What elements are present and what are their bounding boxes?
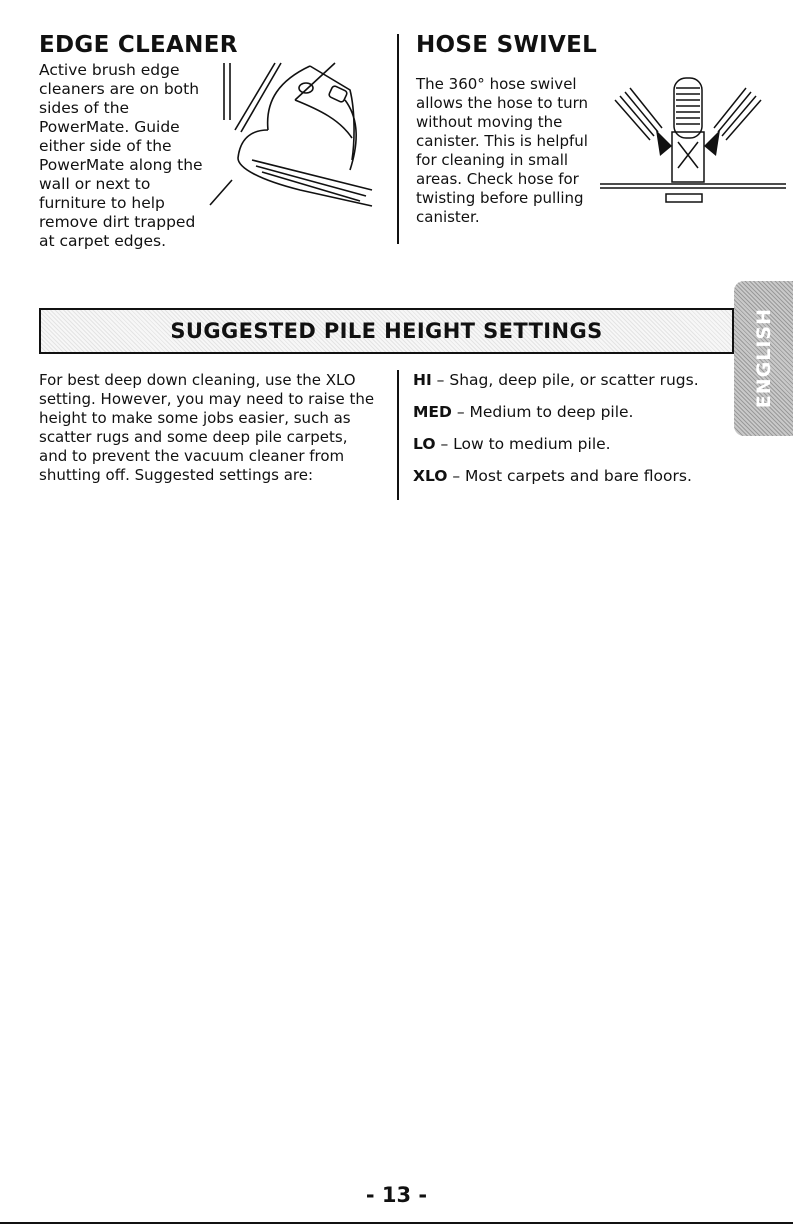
powermate-edge-illustration [190, 60, 390, 220]
banner-title: SUGGESTED PILE HEIGHT SETTINGS [170, 319, 603, 343]
text-line: and to prevent the vacuum cleaner from [39, 447, 345, 465]
setting-code: HI [413, 371, 432, 389]
text-line: cleaners are on both [39, 80, 200, 98]
setting-lo [413, 435, 611, 453]
column-divider-top [397, 34, 399, 244]
text-line: PowerMate. Guide [39, 118, 180, 136]
setting-desc: – Most carpets and bare floors. [447, 467, 692, 485]
text-line: for cleaning in small [416, 151, 569, 169]
text-line: allows the hose to turn [416, 94, 589, 112]
setting-code: XLO [413, 467, 448, 485]
text-line: at carpet edges. [39, 232, 167, 250]
text-line: twisting before pulling [416, 189, 584, 207]
text-line: without moving the [416, 113, 563, 131]
column-divider-bottom [397, 370, 399, 500]
page-number: - 13 - [365, 1183, 428, 1207]
text-line: canister. [416, 208, 480, 226]
hose-swivel-illustration [600, 70, 788, 215]
text-line: wall or next to [39, 175, 151, 193]
text-line: PowerMate along the [39, 156, 203, 174]
text-line: furniture to help [39, 194, 165, 212]
setting-med [413, 403, 633, 421]
bottom-rule [0, 1222, 793, 1224]
pile-settings-intro [39, 371, 384, 485]
arrow-left-icon [656, 130, 672, 156]
text-line: either side of the [39, 137, 172, 155]
language-tab-label: ENGLISH [752, 308, 775, 409]
text-line: For best deep down cleaning, use the XLO [39, 371, 356, 389]
setting-desc: – Shag, deep pile, or scatter rugs. [431, 371, 699, 389]
text-line: areas. Check hose for [416, 170, 579, 188]
pile-height-banner [39, 308, 734, 354]
text-line: Active brush edge [39, 61, 180, 79]
text-line: setting. However, you may need to raise the [39, 390, 375, 408]
hose-swivel-text [416, 75, 626, 227]
setting-code: MED [413, 403, 452, 421]
text-line: canister. This is helpful [416, 132, 588, 150]
text-line: sides of the [39, 99, 130, 117]
arrow-right-icon [704, 130, 720, 156]
hose-swivel-heading: HOSE SWIVEL [416, 32, 598, 58]
setting-desc: – Low to medium pile. [435, 435, 611, 453]
language-tab [734, 281, 793, 436]
setting-hi [413, 371, 699, 389]
setting-xlo [413, 467, 692, 485]
text-line: height to make some jobs easier, such as [39, 409, 351, 427]
text-line: scatter rugs and some deep pile carpets, [39, 428, 348, 446]
text-line: shutting off. Suggested settings are: [39, 466, 314, 484]
setting-code: LO [413, 435, 436, 453]
text-line: remove dirt trapped [39, 213, 196, 231]
setting-desc: – Medium to deep pile. [451, 403, 634, 421]
edge-cleaner-heading: EDGE CLEANER [39, 32, 238, 58]
text-line: The 360° hose swivel [416, 75, 577, 93]
